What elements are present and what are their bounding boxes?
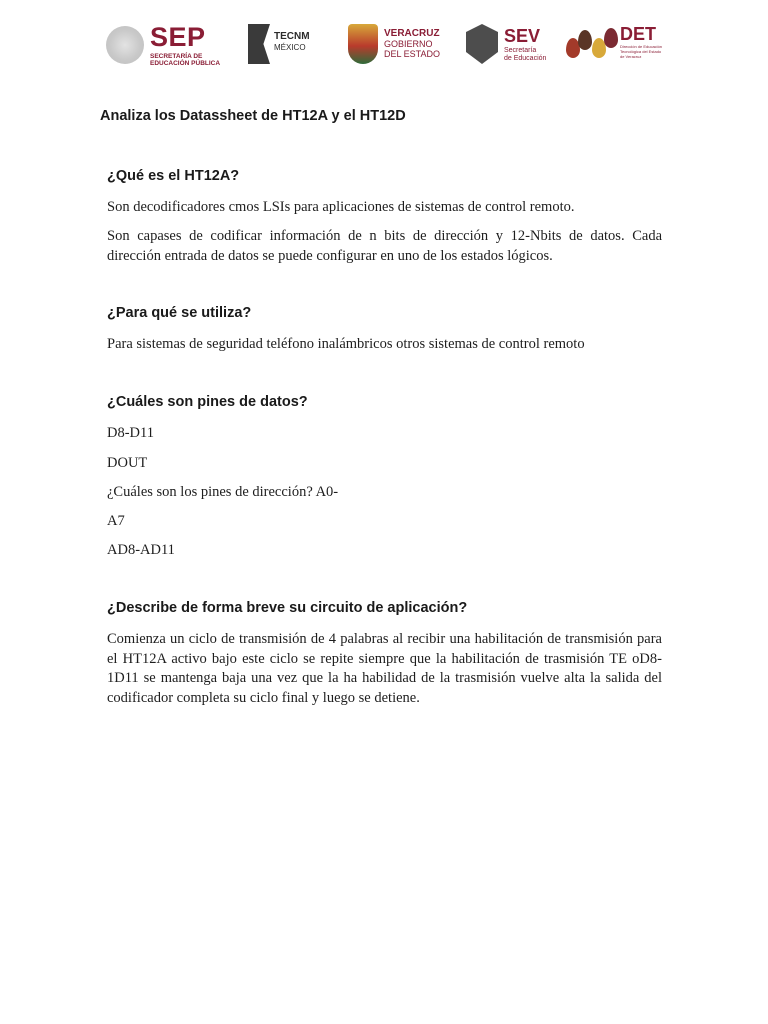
national-seal-icon bbox=[106, 26, 144, 64]
veracruz-logo bbox=[348, 20, 444, 72]
header-logos bbox=[100, 20, 670, 72]
tecnm-logo-country: MÉXICO bbox=[274, 43, 306, 52]
tecnm-logo bbox=[246, 20, 318, 72]
sev-logo-subtitle bbox=[504, 47, 546, 63]
list-item: A7 bbox=[107, 513, 125, 529]
sep-logo-name: SEP bbox=[150, 22, 206, 52]
paragraph: Para sistemas de seguridad teléfono inalámbricos otros sistemas de control remoto bbox=[107, 336, 585, 352]
det-logo-subtitle: Dirección de Educación Tecnológica del Estado de Veracruz bbox=[620, 44, 663, 59]
sev-line1: Secretaría bbox=[504, 47, 537, 54]
document-title: Analiza los Datassheet de HT12A y el HT12D bbox=[100, 108, 406, 124]
det-logo-name: DET bbox=[620, 24, 656, 44]
tecnm-emblem-icon bbox=[248, 24, 270, 64]
list-item: ¿Cuáles son los pines de dirección? A0- bbox=[107, 484, 339, 500]
veracruz-line1: GOBIERNO bbox=[384, 39, 433, 49]
sev-line2: de Educación bbox=[504, 55, 547, 62]
list-item: AD8-AD11 bbox=[107, 542, 175, 558]
section-heading: ¿Describe de forma breve su circuito de aplicación? bbox=[107, 600, 468, 616]
section-heading: ¿Qué es el HT12A? bbox=[107, 168, 240, 184]
sev-logo-name: SEV bbox=[504, 26, 541, 46]
list-item: D8-D11 bbox=[107, 425, 154, 441]
veracruz-logo-subtitle bbox=[384, 39, 440, 59]
veracruz-line2: DEL ESTADO bbox=[384, 49, 441, 59]
sep-subtitle-line1: SECRETARÍA DE bbox=[150, 53, 203, 60]
sev-logo bbox=[466, 20, 552, 72]
paragraph: Son decodificadores cmos LSIs para aplicaciones de sistemas de control remoto. bbox=[107, 199, 575, 215]
sep-logo bbox=[106, 20, 228, 72]
sep-logo-subtitle bbox=[150, 53, 220, 67]
section-heading: ¿Para qué se utiliza? bbox=[107, 305, 252, 321]
sep-subtitle-line2: EDUCACIÓN PÚBLICA bbox=[150, 60, 221, 67]
paragraph: Son capases de codificar información de n bits de dirección y 12-Nbits de datos. Cada dirección entrada de datos se puede configurar en uno de los estados lógicos. bbox=[107, 228, 662, 264]
tecnm-logo-name: TECNM bbox=[274, 31, 310, 42]
sev-emblem-icon bbox=[466, 24, 498, 64]
paragraph: Comienza un ciclo de transmisión de 4 palabras al recibir una habilitación de transmisión para el HT12A activo bajo este ciclo se repite siempre que la habilitación de trasmisión TE oD8-1D11 se mantenga baja una vez que la ha habilidad de la trasmisión vuelve alta la salida del codificador completa su ciclo final y luego se detiene. bbox=[107, 631, 662, 706]
veracruz-logo-name: VERACRUZ bbox=[384, 28, 440, 39]
veracruz-shield-icon bbox=[348, 24, 378, 64]
det-logo bbox=[566, 20, 666, 72]
section-heading: ¿Cuáles son pines de datos? bbox=[107, 394, 308, 410]
list-item: DOUT bbox=[107, 455, 148, 471]
det-leaf-icon bbox=[604, 28, 618, 48]
det-leaf-icon bbox=[578, 30, 592, 50]
